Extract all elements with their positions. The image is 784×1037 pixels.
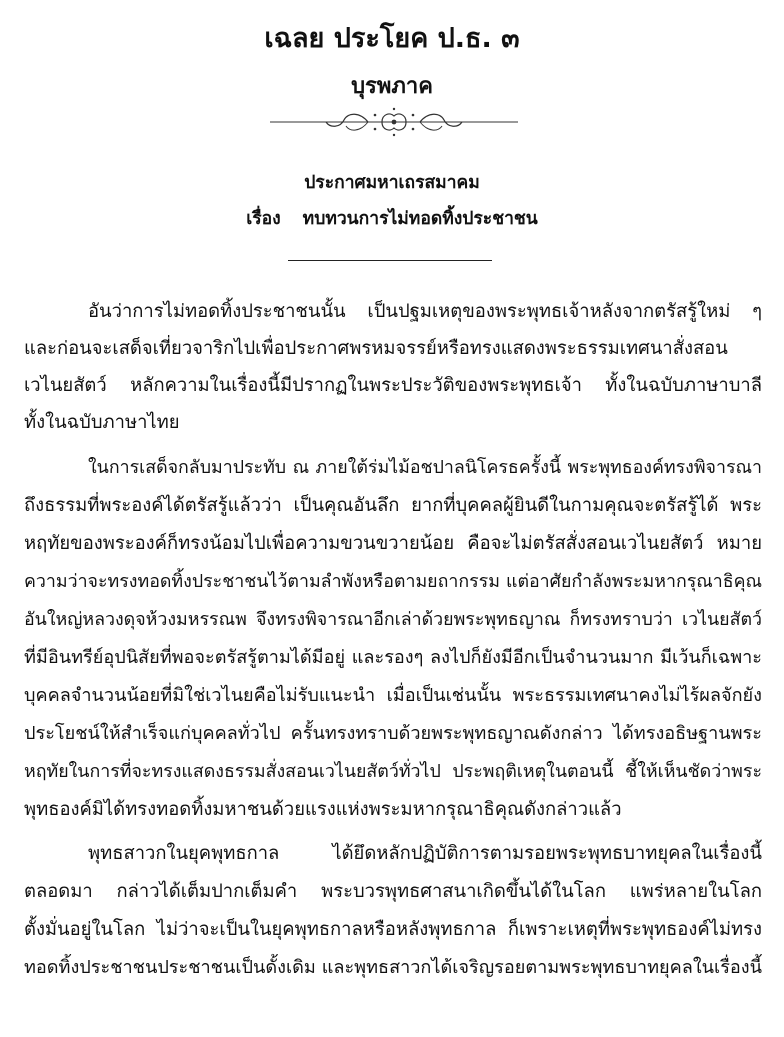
body-line: หฤทัยในการที่จะทรงแสดงธรรมสั่งสอนเวไนยสัตว์ทั่วไป ประพฤติเหตุในตอนนี้ ชี้ให้เห็นชัดว่าพระ — [24, 761, 762, 782]
body-line: เวไนยสัตว์ หลักความในเรื่องนี้มีปรากฏในพระประวัติของพระพุทธเจ้า ทั้งในฉบับภาษาบาลี — [24, 375, 762, 396]
subject-label: เรื่อง — [246, 209, 281, 229]
document-title: เฉลย ประโยค ป.ธ. ๓ — [264, 23, 520, 54]
body-line: ถึงธรรมที่พระองค์ได้ตรัสรู้แล้วว่า เป็นคุณอันลึก ยากที่บุคคลผู้ยินดีในกามคุณจะตรัสรู้ได้ พระ — [24, 495, 762, 516]
body-line: ในการเสด็จกลับมาประทับ ณ ภายใต้ร่มไม้อชปาลนิโครธครั้งนี้ พระพุทธองค์ทรงพิจารณา — [88, 457, 762, 478]
announcement-subject — [0, 204, 784, 232]
body-line: พุทธองค์มิได้ทรงทอดทิ้งมหาชนด้วยแรงแห่งพระมหากรุณาธิคุณดังกล่าวแล้ว — [24, 799, 622, 820]
body-line: อันใหญ่หลวงดุจห้วงมหรรณพ จึงทรงพิจารณาอีกเล่าด้วยพระพุทธญาณ ก็ทรงทราบว่า เวไนยสัตว์ — [24, 609, 762, 630]
body-line: ประโยชน์ให้สำเร็จแก่บุคคลทั่วไป ครั้นทรงทราบด้วยพระพุทธญาณดังกล่าว ได้ทรงอธิษฐานพระ — [24, 723, 762, 744]
body-line: ทอดทิ้งประชาชนประชาชนเป็นดั้งเดิม และพุทธสาวกได้เจริญรอยตามพระพุทธบาทยุคลในเรื่องนี้ — [24, 957, 762, 978]
flourish-divider-icon — [268, 104, 520, 140]
body-line: บุคคลจำนวนน้อยที่มิใช่เวไนยคือไม่รับแนะนำ เมื่อเป็นเช่นนั้น พระธรรมเทศนาคงไม่ไร้ผลจักยัง — [24, 685, 762, 706]
title-underline-divider — [288, 260, 492, 261]
body-line: ที่มีอินทรีย์อุปนิสัยที่พอจะตรัสรู้ตามได้มีอยู่ และรองๆ ลงไปก็ยังมีอีกเป็นจำนวนมาก มีเว้นก็เฉพาะ — [24, 647, 762, 668]
announcement-organization: ประกาศมหาเถรสมาคม — [304, 173, 480, 193]
body-line: พุทธสาวกในยุคพุทธกาล ได้ยึดหลักปฏิบัติการตามรอยพระพุทธบาทยุคลในเรื่องนี้ — [88, 843, 762, 864]
subject-value: ทบทวนการไม่ทอดทิ้งประชาชน — [302, 209, 538, 229]
section-title: บุรพภาค — [351, 74, 433, 99]
body-line: ความว่าจะทรงทอดทิ้งประชาชนไว้ตามลำพังหรือตามยถากรรม แต่อาศัยกำลังพระมหากรุณาธิคุณ — [24, 571, 762, 592]
body-line: ตลอดมา กล่าวได้เต็มปากเต็มคำ พระบวรพุทธศาสนาเกิดขึ้นได้ในโลก แพร่หลายในโลก — [24, 881, 762, 902]
body-line: ทั้งในฉบับภาษาไทย — [24, 412, 180, 433]
body-line: หฤทัยของพระองค์ก็ทรงน้อมไปเพื่อความขวนขวายน้อย คือจะไม่ตรัสสั่งสอนเวไนยสัตว์ หมาย — [24, 533, 762, 554]
body-line: ตั้งมั่นอยู่ในโลก ไม่ว่าจะเป็นในยุคพุทธกาลหรือหลังพุทธกาล ก็เพราะเหตุที่พระพุทธองค์ไม่ทรง — [24, 919, 762, 940]
body-line: และก่อนจะเสด็จเที่ยวจาริกไปเพื่อประกาศพรหมจรรย์หรือทรงแสดงพระธรรมเทศนาสั่งสอน — [24, 338, 728, 359]
body-line: อันว่าการไม่ทอดทิ้งประชาชนนั้น เป็นปฐมเหตุของพระพุทธเจ้าหลังจากตรัสรู้ใหม่ ๆ — [88, 301, 762, 322]
